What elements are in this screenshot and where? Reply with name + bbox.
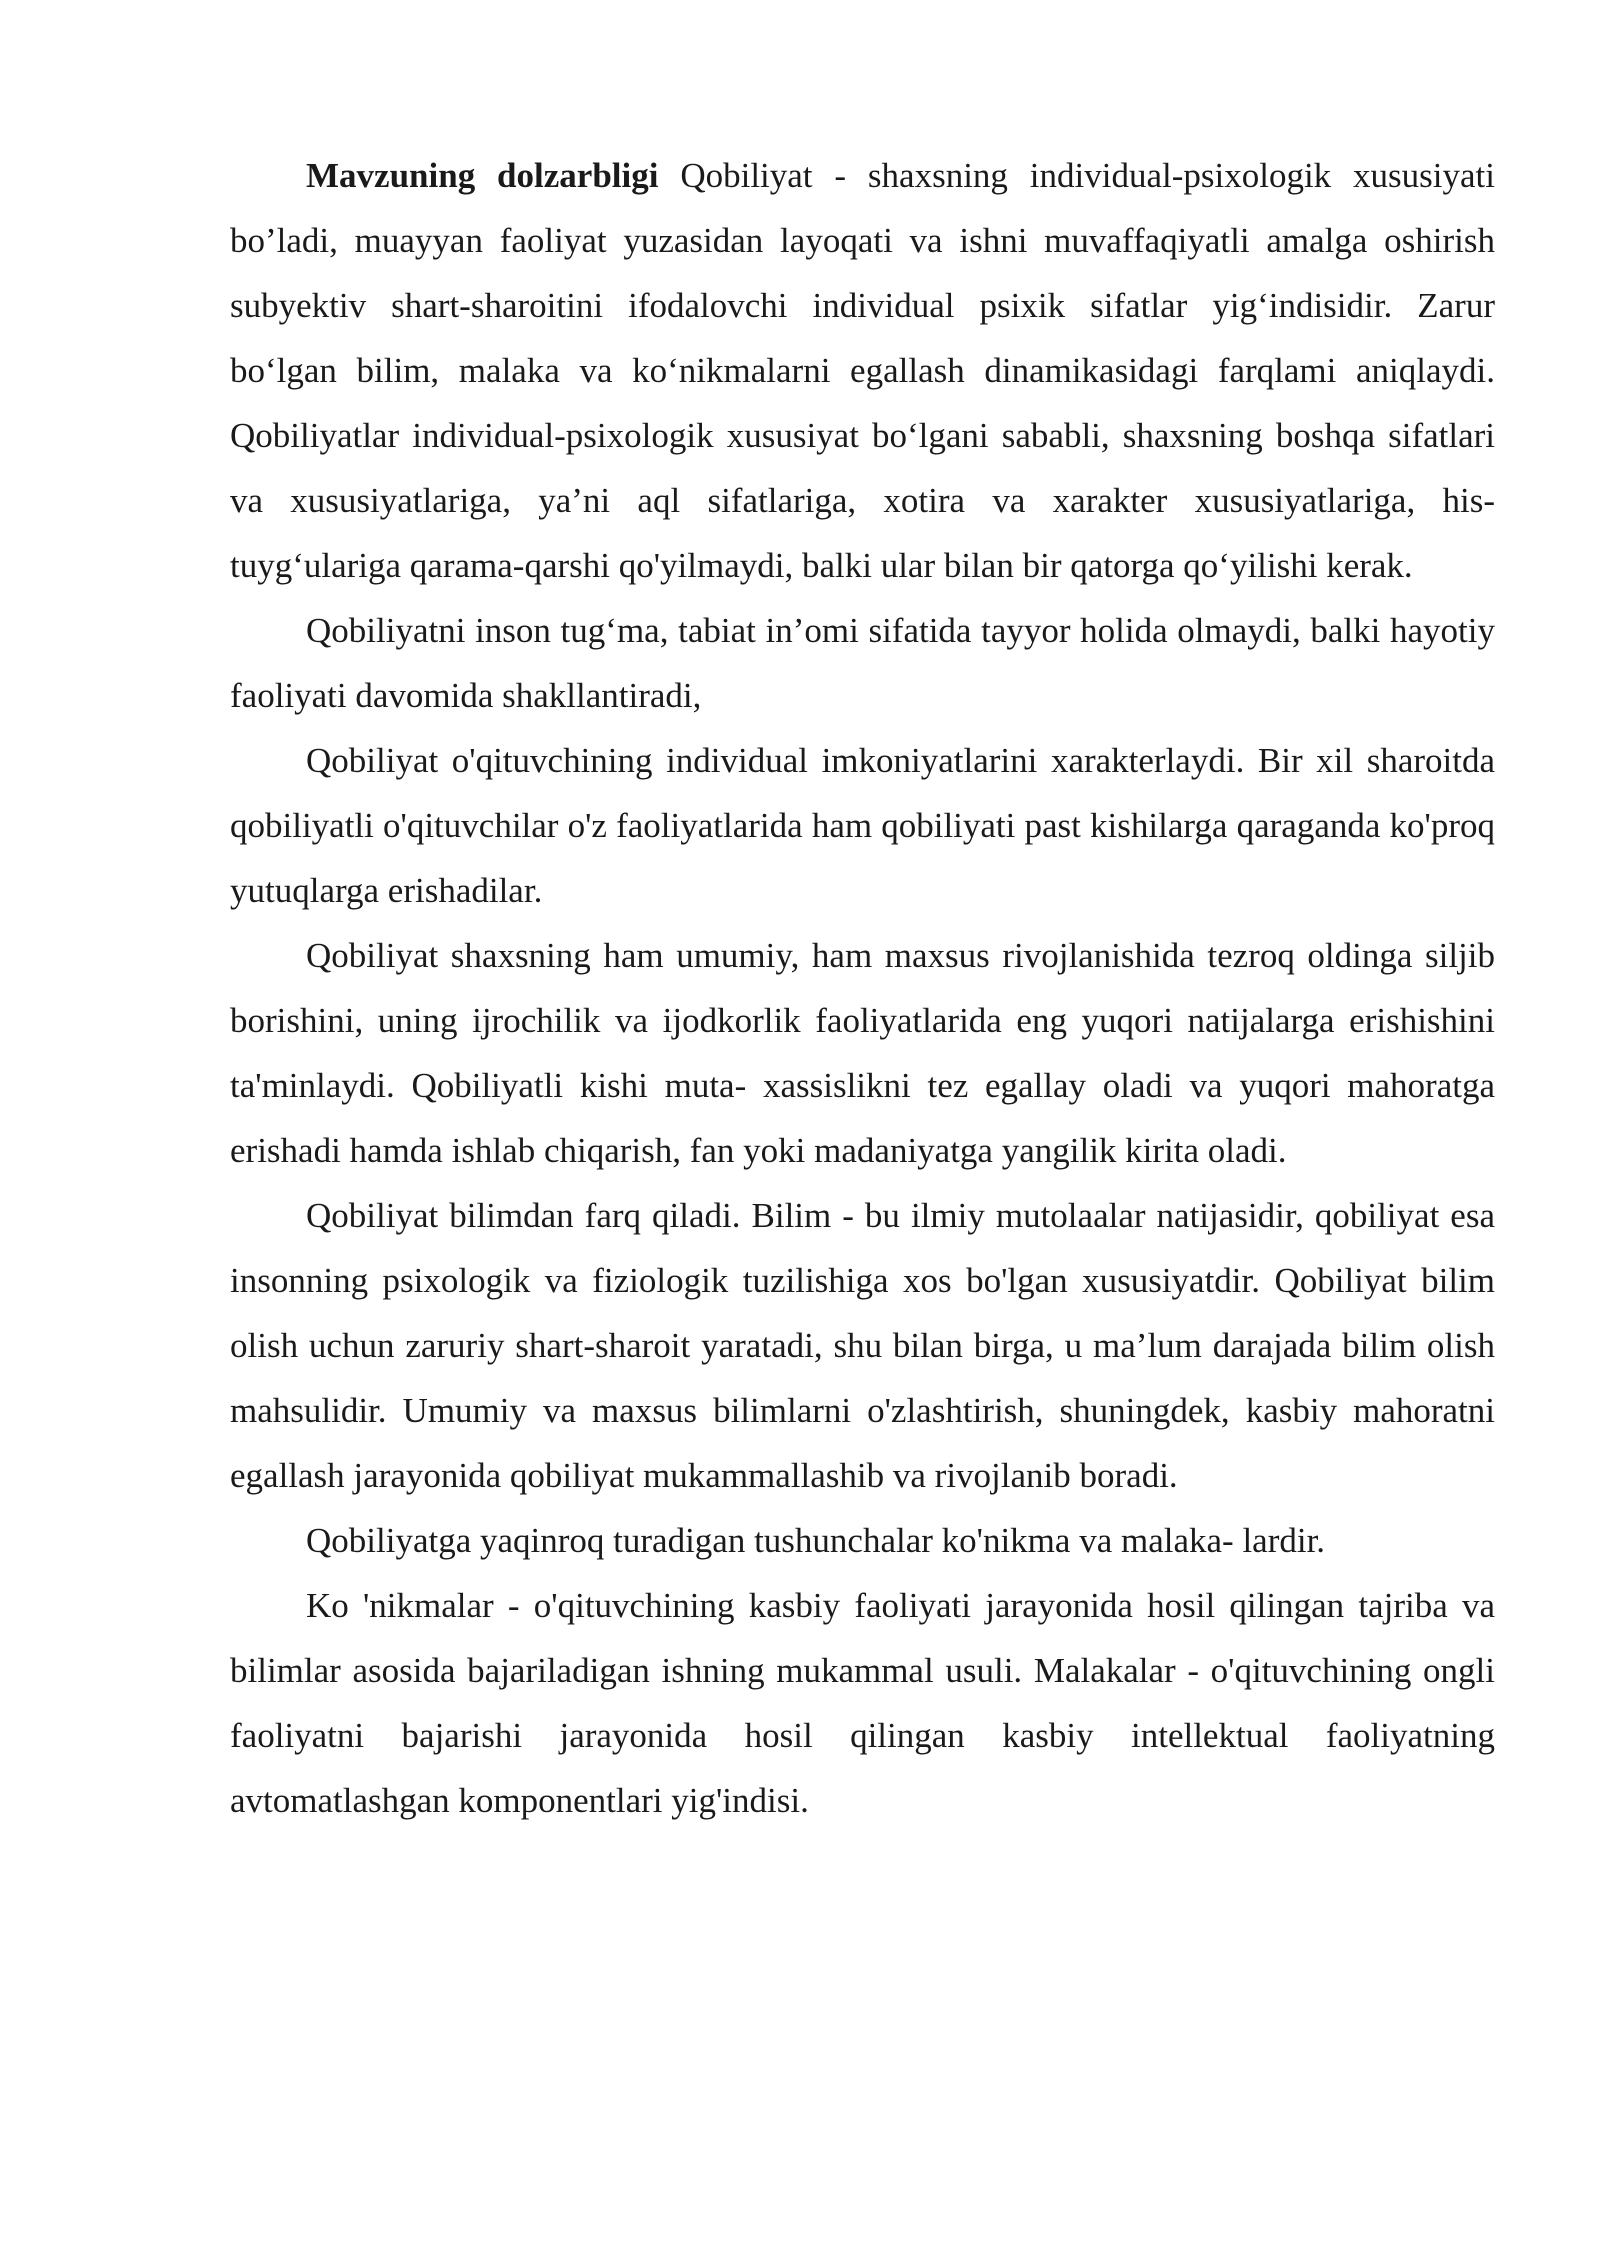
paragraph-skills-definition — [230, 1573, 1495, 1833]
paragraph-innate-ability — [230, 598, 1495, 728]
paragraph-development — [230, 923, 1495, 1183]
paragraph-text: Qobiliyat bilimdan farq qiladi. Bilim - bu ilmiy mutolaalar natijasidir, qobiliyat esa insonning psixologik va fiziologik tuzilishiga xos bo'lgan xususiyatdir. Qobiliyat bilim olish uchun zaruriy shart-sharoit yaratadi, shu bilan birga, u ma’lum darajada bilim olish mahsulidir. Umumiy va maxsus bilimlarni o'zlashtirish, shuningdek, kasbiy mahoratni egallash jarayonida qobiliyat mukammallashib va rivojlanib boradi. — [230, 1196, 1495, 1495]
paragraph-text: Qobiliyat shaxsning ham umumiy, ham maxsus rivojlanishida tezroq oldinga siljib borishini, uning ijrochilik va ijodkorlik faoliyatlarida eng yuqori natijalarga erishishini ta'minlaydi. Qobiliyatli kishi muta- xassislikni tez egallay oladi va yuqori mahoratga erishadi hamda ishlab chiqarish, fan yoki madaniyatga yangilik kirita oladi. — [230, 936, 1495, 1170]
paragraph-text: Qobiliyatni inson tug‘ma, tabiat in’omi sifatida tayyor holida olmaydi, balki hayotiy faoliyati davomida shakllantiradi, — [230, 611, 1495, 715]
paragraph-related-concepts — [230, 1508, 1495, 1573]
document-body — [230, 143, 1495, 1833]
paragraph-text: Qobiliyat o'qituvchining individual imkoniyatlarini xarakterlaydi. Bir xil sharoitda qobiliyatli o'qituvchilar o'z faoliyatlarida ham qobiliyati past kishilarga qaraganda ko'proq yutuqlarga erishadilar. — [230, 741, 1495, 910]
paragraph-text: Ko 'nikmalar - o'qituvchining kasbiy faoliyati jarayonida hosil qilingan tajriba va bilimlar asosida bajariladigan ishning mukammal usuli. Malakalar - o'qituvchining ongli faoliyatni bajarishi jarayonida hosil qilingan kasbiy intellektual faoliyatning avtomatlashgan komponentlari yig'indisi. — [230, 1586, 1495, 1820]
paragraph-ability-vs-knowledge — [230, 1183, 1495, 1508]
paragraph-text: Qobiliyatga yaqinroq turadigan tushunchalar ko'nikma va malaka- lardir. — [306, 1521, 1326, 1560]
paragraph-teacher-capabilities — [230, 728, 1495, 923]
paragraph-topic-relevance — [230, 143, 1495, 598]
paragraph-lead-heading: Mavzuning dolzarbligi — [306, 156, 659, 195]
paragraph-text: Qobiliyat - shaxsning individual-psixologik xususiyati bo’ladi, muayyan faoliyat yuzasidan layoqati va ishni muvaffaqiyatli amalga oshirish subyektiv shart-sharoitini ifodalovchi individual psixik sifatlar yig‘indisidir. Zarur bo‘lgan bilim, malaka va ko‘nikmalarni egallash dinamikasidagi farqlami aniqlaydi. Qobiliyatlar individual-psixologik xususiyat bo‘lgani sababli, shaxsning boshqa sifatlari va xususiyatlariga, ya’ni aql sifatlariga, xotira va xarakter xususiyatlariga, his-tuyg‘ulariga qarama-qarshi qo'yilmaydi, balki ular bilan bir qatorga qo‘yilishi kerak. — [230, 156, 1495, 585]
